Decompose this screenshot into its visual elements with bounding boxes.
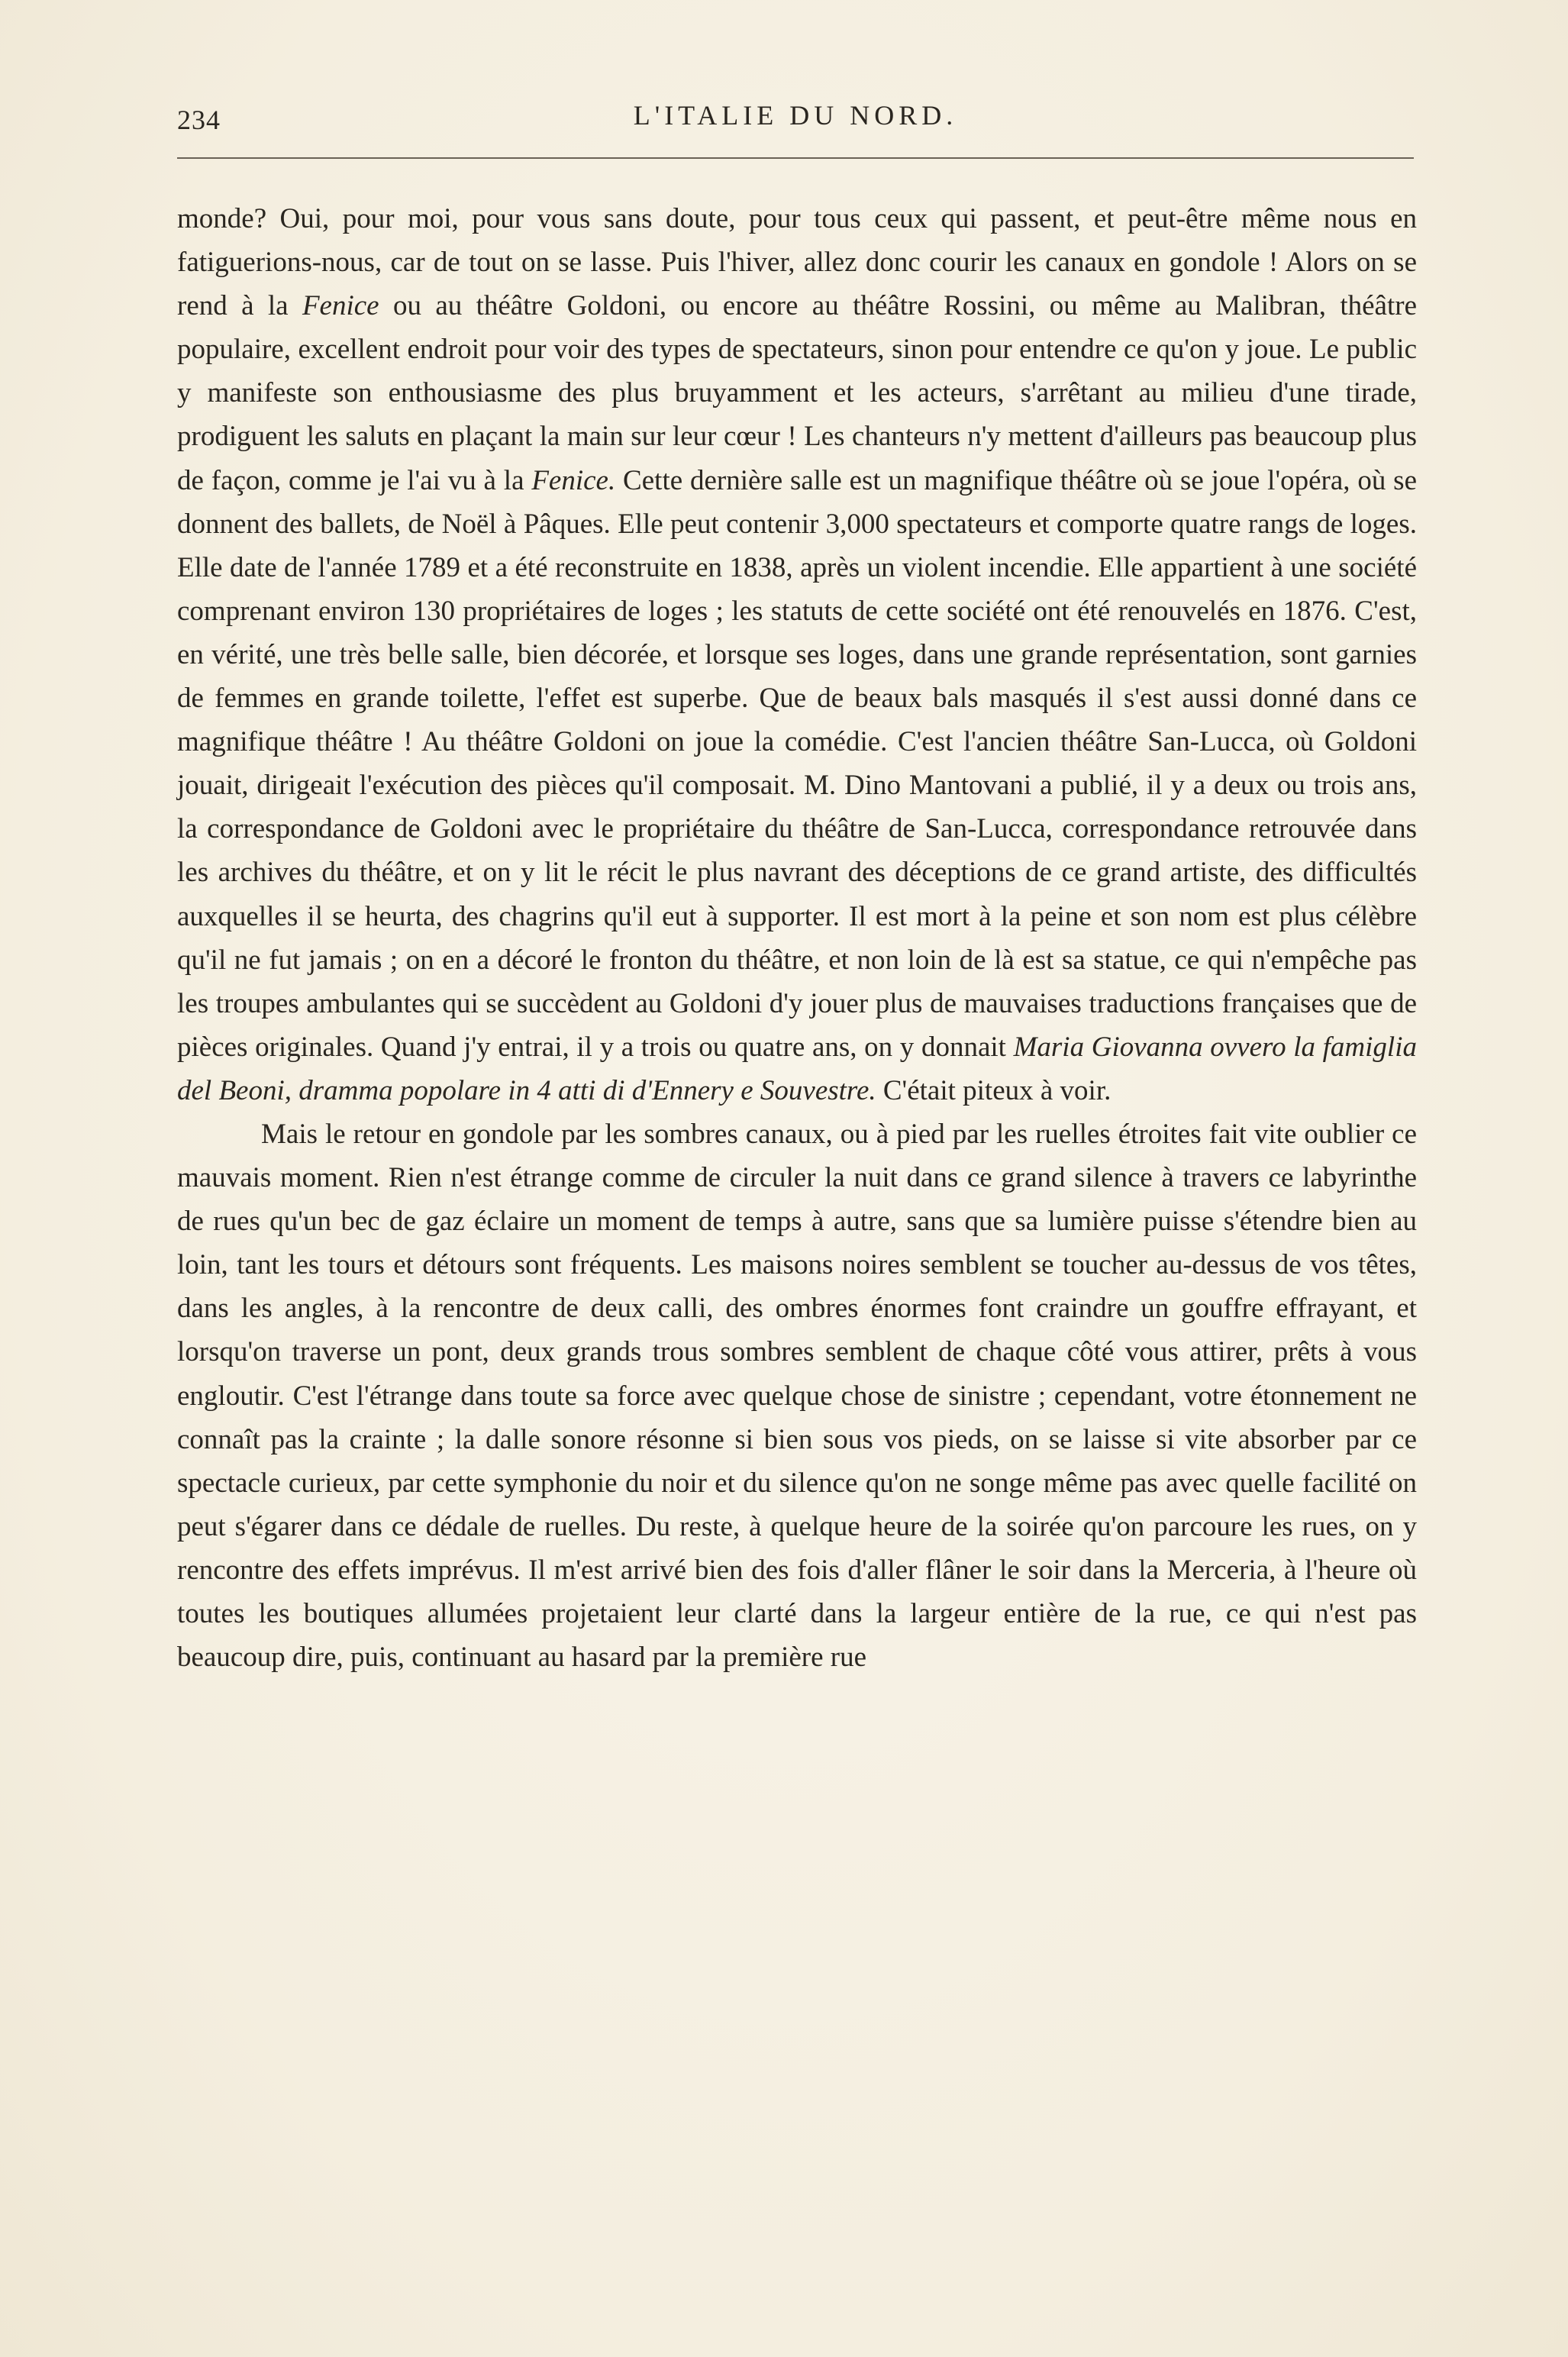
italic-text-run: Fenice (302, 290, 379, 322)
header-rule (177, 157, 1414, 159)
text-run: monde? Oui, pour moi, pour vous sans doute, pour tous ceux qui passent, et peut-être même nous en fatiguerions-nous, car de tout on se lasse. Puis l'hiver, allez donc courir les canaux en gondole ! Alors on se rend à la (177, 203, 1417, 322)
paragraph-2 (177, 1112, 1417, 1679)
text-run: C'était piteux à voir. (876, 1074, 1111, 1106)
body-text (177, 197, 1417, 1679)
text-run: Cette dernière salle est un magnifique théâtre où se joue l'opéra, où se donnent des ballets, de Noël à Pâques. Elle peut contenir 3,000 spectateurs et comporte quatre rangs de loges. Elle date de l'année 1789 et a été reconstruite en 1838, après un violent incendie. Elle appartient à une société comprenant environ 130 propriétaires de loges ; les statuts de cette société ont été renouvelés en 1876. C'est, en vérité, une très belle salle, bien décorée, et lorsque ses loges, dans une grande représentation, sont garnies de femmes en grande toilette, l'effet est superbe. Que de beaux bals masqués il s'est aussi donné dans ce magnifique théâtre ! Au théâtre Goldoni on joue la comédie. C'est l'ancien théâtre San-Lucca, où Goldoni jouait, dirigeait l'exécution des pièces qu'il composait. M. Dino Mantovani a publié, il y a deux ou trois ans, la correspondance de Goldoni avec le propriétaire du théâtre de San-Lucca, correspondance retrouvée dans les archives du théâtre, et on y lit le récit le plus navrant des déceptions de ce grand artiste, des difficultés auxquelles il se heurta, des chagrins qu'il eut à supporter. Il est mort à la peine et son nom est plus célèbre qu'il ne fut jamais ; on en a décoré le fronton du théâtre, et non loin de là est sa statue, ce qui n'empêche pas les troupes ambulantes qui se succèdent au Goldoni d'y jouer plus de mauvaises traductions françaises que de pièces originales. Quand j'y entrai, il y a trois ou quatre ans, on y donnait (177, 464, 1417, 1063)
text-run: ou au théâtre Goldoni, ou encore au théâtre Rossini, ou même au Malibran, théâtre populaire, excellent endroit pour voir des types de spectateurs, sinon pour entendre ce qu'on y joue. Le public y manifeste son enthousiasme des plus bruyamment et les acteurs, s'arrêtant au milieu d'une tirade, prodiguent les saluts en plaçant la main sur leur cœur ! Les chanteurs n'y mettent d'ailleurs pas beaucoup plus de façon, comme je l'ai vu à la (177, 290, 1417, 496)
italic-text-run: Fenice. (531, 464, 616, 496)
page-header (177, 92, 1414, 137)
italic-text-run: Maria Giovanna ovvero la famiglia del Beoni, dramma popolare in 4 atti di d'Ennery e Souvestre. (177, 1031, 1417, 1106)
text-run: Mais le retour en gondole par les sombres canaux, ou à pied par les ruelles étroites fait vite oublier ce mauvais moment. Rien n'est étrange comme de circuler la nuit dans ce grand silence à travers ce labyrinthe de rues qu'un bec de gaz éclaire un moment de temps à autre, sans que sa lumière puisse s'étendre bien au loin, tant les tours et détours sont fréquents. Les maisons noires semblent se toucher au-dessus de vos têtes, dans les angles, à la rencontre de deux calli, des ombres énormes font craindre un gouffre effrayant, et lorsqu'on traverse un pont, deux grands trous sombres semblent de chaque côté vous attirer, prêts à vous engloutir. C'est l'étrange dans toute sa force avec quelque chose de sinistre ; cependant, votre étonnement ne connaît pas la crainte ; la dalle sonore résonne si bien sous vos pieds, on se laisse si vite absorber par ce spectacle curieux, par cette symphonie du noir et du silence qu'on ne songe même pas avec quelle facilité on peut s'égarer dans ce dédale de ruelles. Du reste, à quelque heure de la soirée qu'on parcoure les rues, on y rencontre des effets imprévus. Il m'est arrivé bien des fois d'aller flâner le soir dans la Merceria, à l'heure où toutes les boutiques allumées projetaient leur clarté dans la largeur entière de la rue, ce qui n'est pas beaucoup dire, puis, continuant au hasard par la première rue (177, 1118, 1417, 1674)
running-title: L'ITALIE DU NORD. (633, 100, 958, 131)
page-number: 234 (177, 105, 221, 135)
paragraph-1 (177, 197, 1417, 1112)
